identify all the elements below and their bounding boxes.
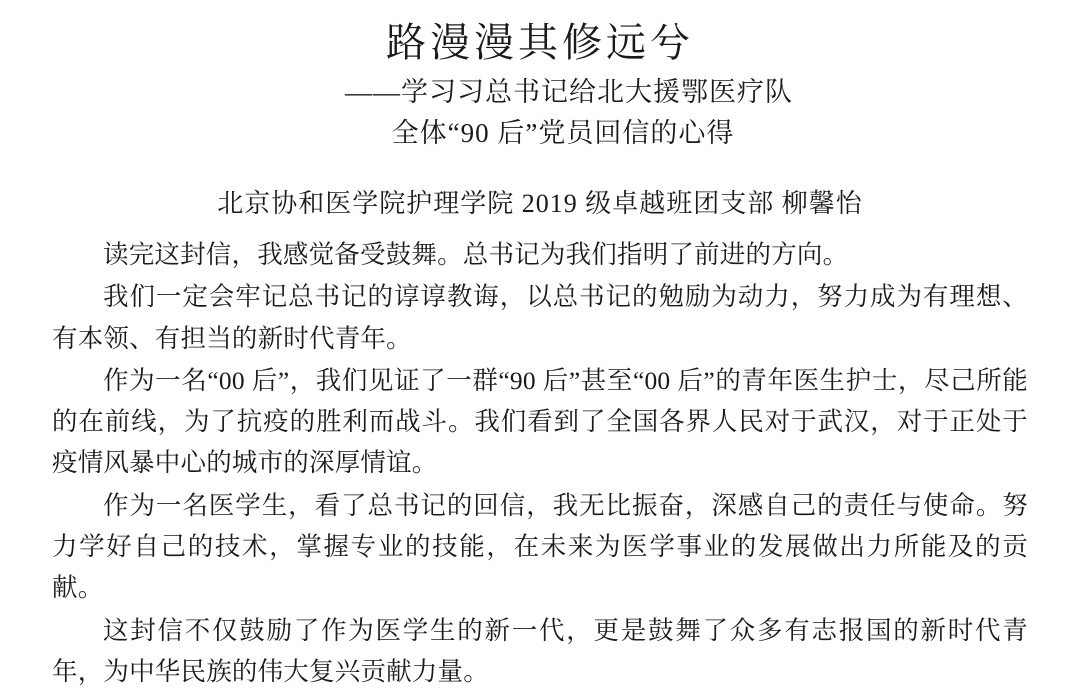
- paragraph: 这封信不仅鼓励了作为医学生的新一代，更是鼓舞了众多有志报国的新时代青年，为中华民族的伟大复兴贡献力量。: [52, 615, 1028, 686]
- subtitle-block: [44, 72, 1036, 153]
- document-body: [44, 234, 1036, 692]
- paragraph: 我们一定会牢记总书记的谆谆教诲，以总书记的勉励为动力，努力成为有理想、有本领、有担当的新时代青年。: [52, 282, 1028, 353]
- paragraph: 读完这封信，我感觉备受鼓舞。总书记为我们指明了前进的方向。: [103, 240, 849, 269]
- paragraph: 作为一名“00 后”，我们见证了一群“90 后”甚至“00 后”的青年医生护士，尽己所能的在前线，为了抗疫的胜利而战斗。我们看到了全国各界人民对于武汉，对于正处于疫情风暴中心的城市的深厚情谊。: [52, 365, 1028, 478]
- subtitle-line-2: 全体“90 后”党员回信的心得: [391, 117, 735, 148]
- byline: 北京协和医学院护理学院 2019 级卓越班团支部 柳馨怡: [217, 189, 863, 218]
- subtitle-line-1: ——学习习总书记给北大援鄂医疗队: [345, 77, 793, 107]
- paragraph: 作为一名医学生，看了总书记的回信，我无比振奋，深感自己的责任与使命。努力学好自己的技术，掌握专业的技能，在未来为医学事业的发展做出力所能及的贡献。: [52, 490, 1028, 603]
- page-title: 路漫漫其修远兮: [386, 20, 694, 65]
